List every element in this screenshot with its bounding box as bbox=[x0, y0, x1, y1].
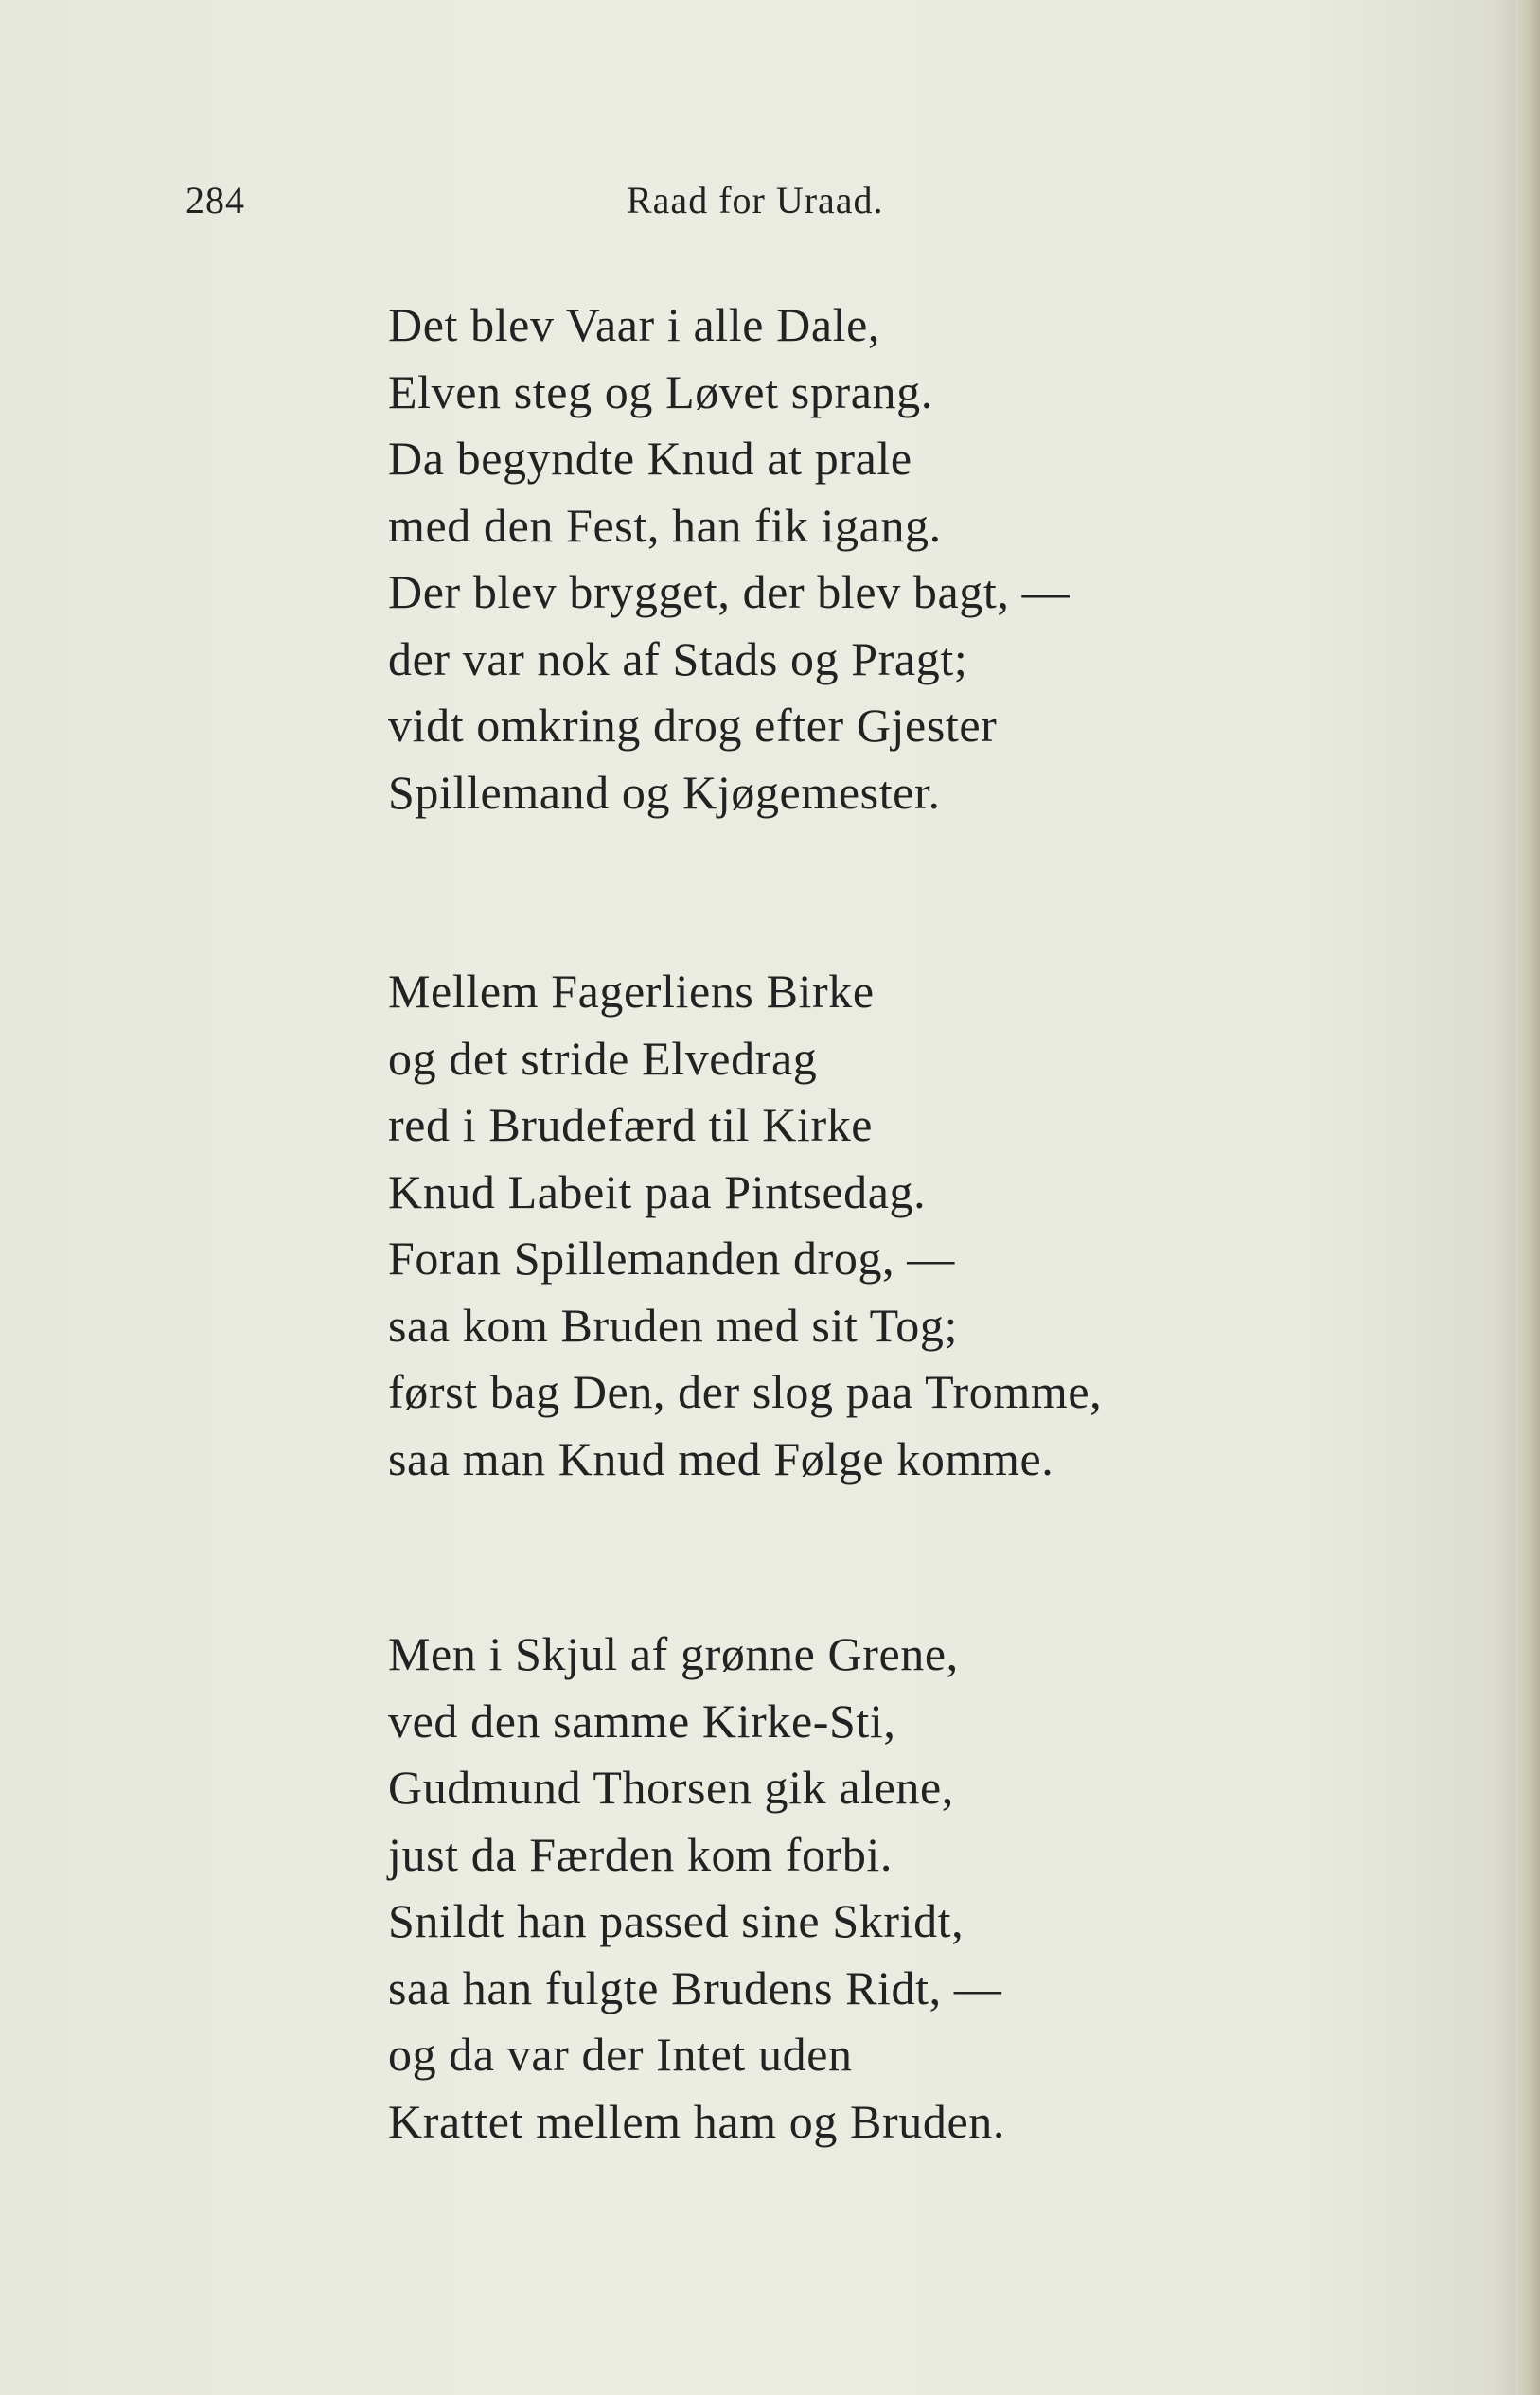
verse-line: Spillemand og Kjøgemester. bbox=[388, 765, 941, 819]
verse-line: vidt omkring drog efter Gjester bbox=[388, 699, 998, 752]
verse-line: med den Fest, han fik igang. bbox=[388, 498, 942, 552]
verse-line: og da var der Intet uden bbox=[388, 2028, 853, 2081]
verse-line: just da Færden kom forbi. bbox=[388, 1827, 894, 1881]
verse-line: Gudmund Thorsen gik alene, bbox=[388, 1761, 954, 1814]
page-number: 284 bbox=[186, 179, 245, 222]
verse-line: red i Brudefærd til Kirke bbox=[388, 1098, 874, 1151]
stanza-2 bbox=[388, 958, 1102, 1492]
verse-line: saa kom Bruden med sit Tog; bbox=[388, 1298, 958, 1352]
verse-line: Krattet mellem ham og Bruden. bbox=[388, 2094, 1005, 2148]
verse-line: Snildt han passed sine Skridt, bbox=[388, 1894, 965, 1947]
verse-line: Det blev Vaar i alle Dale, bbox=[388, 298, 881, 351]
verse-line: der var nok af Stads og Pragt; bbox=[388, 631, 968, 685]
verse-line: Mellem Fagerliens Birke bbox=[388, 965, 875, 1018]
verse-line: først bag Den, der slog paa Tromme, bbox=[388, 1365, 1103, 1418]
verse-line: Knud Labeit paa Pintsedag. bbox=[388, 1164, 927, 1218]
verse-line: og det stride Elvedrag bbox=[388, 1031, 818, 1085]
verse-line: Der blev brygget, der blev bagt, — bbox=[388, 565, 1071, 618]
verse-line: saa man Knud med Følge komme. bbox=[388, 1431, 1054, 1485]
verse-line: Men i Skjul af grønne Grene, bbox=[388, 1627, 959, 1680]
verse-line: ved den samme Kirke-Sti, bbox=[388, 1694, 896, 1747]
stanza-3 bbox=[388, 1621, 1005, 2155]
verse-line: Elven steg og Løvet sprang. bbox=[388, 364, 933, 418]
verse-line: Foran Spillemanden drog, — bbox=[388, 1232, 955, 1285]
verse-line: saa han fulgte Brudens Ridt, — bbox=[388, 1960, 1002, 2014]
stanza-1 bbox=[388, 292, 1070, 825]
verse-line: Da begyndte Knud at prale bbox=[388, 432, 912, 485]
running-title: Raad for Uraad. bbox=[627, 179, 884, 222]
page-edge bbox=[1515, 0, 1540, 2395]
